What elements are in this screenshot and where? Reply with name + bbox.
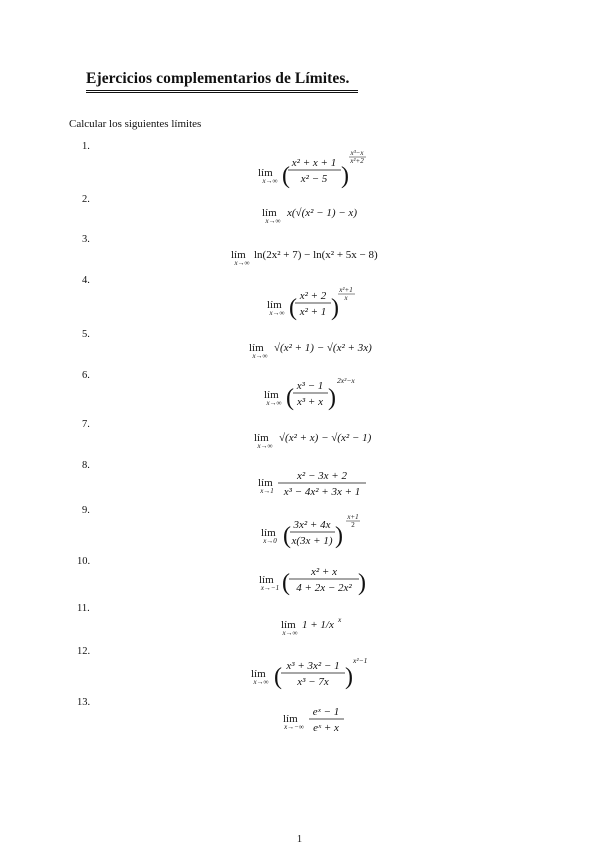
lim-subscript: x→∞ <box>282 629 298 637</box>
lim-subscript: x→0 <box>263 537 277 545</box>
exponent: 2x²−x <box>337 376 355 385</box>
numerator: 3x² + 4x <box>293 519 331 531</box>
denominator: x³ − 4x² + 3x + 1 <box>283 486 361 498</box>
numerator: eˣ − 1 <box>312 706 340 718</box>
lim-operator: lím <box>258 167 273 179</box>
lim-operator: lím <box>283 713 298 725</box>
lim-subscript: x→∞ <box>234 259 250 267</box>
exercise-number: 5. <box>82 329 90 340</box>
exercise-number: 2. <box>82 194 90 205</box>
lim-operator: lím <box>251 668 266 680</box>
exercise-1-formula <box>258 149 366 189</box>
limit-expression: √(x² + x) − √(x² − 1) <box>279 432 372 444</box>
lim-subscript: x→∞ <box>252 352 268 360</box>
lim-operator: lím <box>267 299 282 311</box>
exercise-5-formula <box>249 342 372 360</box>
right-paren: ) <box>335 523 343 549</box>
exercise-4-formula <box>267 286 355 321</box>
exercise-13-formula <box>283 706 344 734</box>
limit-expression: x(√(x² − 1) − x) <box>287 207 357 219</box>
exercise-number: 6. <box>82 370 90 381</box>
exercise-10-formula <box>259 566 366 596</box>
exponent-numerator: x+1 <box>347 513 359 521</box>
lim-subscript: x→∞ <box>253 678 269 686</box>
lim-operator: lím <box>254 432 269 444</box>
exponent-denominator: x²+2 <box>350 157 364 165</box>
lim-operator: lím <box>258 477 273 489</box>
lim-operator: lím <box>262 207 277 219</box>
denominator: x³ − 7x <box>297 676 329 688</box>
lim-operator: lím <box>231 249 246 261</box>
denominator: x² + 1 <box>299 306 327 318</box>
lim-operator: lím <box>264 389 279 401</box>
numerator: x² + x + 1 <box>291 157 337 169</box>
left-paren: ( <box>286 385 294 411</box>
exponent-denominator: x <box>344 294 348 302</box>
exercise-6-formula <box>264 376 355 411</box>
limit-expression: ln(2x² + 7) − ln(x² + 5x − 8) <box>254 249 378 261</box>
lim-subscript: x→∞ <box>269 309 285 317</box>
right-paren: ) <box>345 664 353 690</box>
exercise-8-formula <box>258 470 366 498</box>
numerator: x³ + 3x² − 1 <box>286 660 340 672</box>
numerator: x² + 2 <box>299 290 327 302</box>
right-paren: ) <box>358 570 366 596</box>
left-paren: ( <box>282 163 290 189</box>
exercise-number: 1. <box>82 141 90 152</box>
page-number: 1 <box>296 834 303 845</box>
exercise-2-formula <box>262 207 357 225</box>
lim-subscript: x→−1 <box>260 584 280 592</box>
lim-subscript: x→1 <box>260 487 274 495</box>
exercise-number: 10. <box>77 556 91 567</box>
limit-expression: 1 + 1/x <box>302 619 334 631</box>
exponent: x <box>338 615 342 624</box>
exercise-number: 8. <box>82 460 90 471</box>
left-paren: ( <box>289 295 297 321</box>
exercise-7-formula <box>254 432 372 450</box>
exponent-numerator: x²+1 <box>339 286 353 294</box>
exponent: x²−1 <box>353 656 368 665</box>
exercise-11-formula <box>281 615 342 637</box>
left-paren: ( <box>274 664 282 690</box>
numerator: x³ − 1 <box>296 380 324 392</box>
intro-text: Calcular los siguientes límites <box>69 118 202 130</box>
exercise-number: 9. <box>82 505 90 516</box>
lim-subscript: x→∞ <box>266 399 282 407</box>
lim-operator: lím <box>249 342 264 354</box>
lim-subscript: x→−∞ <box>284 723 304 731</box>
numerator: x² − 3x + 2 <box>297 470 347 482</box>
exponent-denominator: 2 <box>351 521 355 529</box>
exercise-number: 13. <box>77 697 91 708</box>
denominator: x³ + x <box>297 396 323 408</box>
lim-operator: lím <box>259 574 274 586</box>
right-paren: ) <box>328 385 336 411</box>
right-paren: ) <box>331 295 339 321</box>
lim-subscript: x→∞ <box>262 177 278 185</box>
exercise-number: 4. <box>82 275 90 286</box>
numerator: x² + x <box>311 566 337 578</box>
right-paren: ) <box>341 163 349 189</box>
exercise-3-formula <box>231 249 378 267</box>
exercise-number: 3. <box>82 234 90 245</box>
lim-operator: lím <box>261 527 276 539</box>
exercise-12-formula <box>251 656 367 690</box>
denominator: x² − 5 <box>300 173 328 185</box>
document-title: Ejercicios complementarios de Límites. <box>86 70 350 87</box>
exercise-number: 12. <box>77 646 91 657</box>
lim-subscript: x→∞ <box>257 442 273 450</box>
denominator: 4 + 2x − 2x² <box>296 582 352 594</box>
exercise-9-formula <box>261 513 360 549</box>
left-paren: ( <box>282 570 290 596</box>
left-paren: ( <box>283 523 291 549</box>
exercise-number: 11. <box>77 603 90 614</box>
exponent-numerator: x³−x <box>350 149 364 157</box>
denominator: eˣ + x <box>313 722 339 734</box>
exercise-number: 7. <box>82 419 90 430</box>
lim-operator: lím <box>281 619 296 631</box>
lim-subscript: x→∞ <box>265 217 281 225</box>
denominator: x(3x + 1) <box>291 535 333 547</box>
limit-expression: √(x² + 1) − √(x² + 3x) <box>274 342 372 354</box>
